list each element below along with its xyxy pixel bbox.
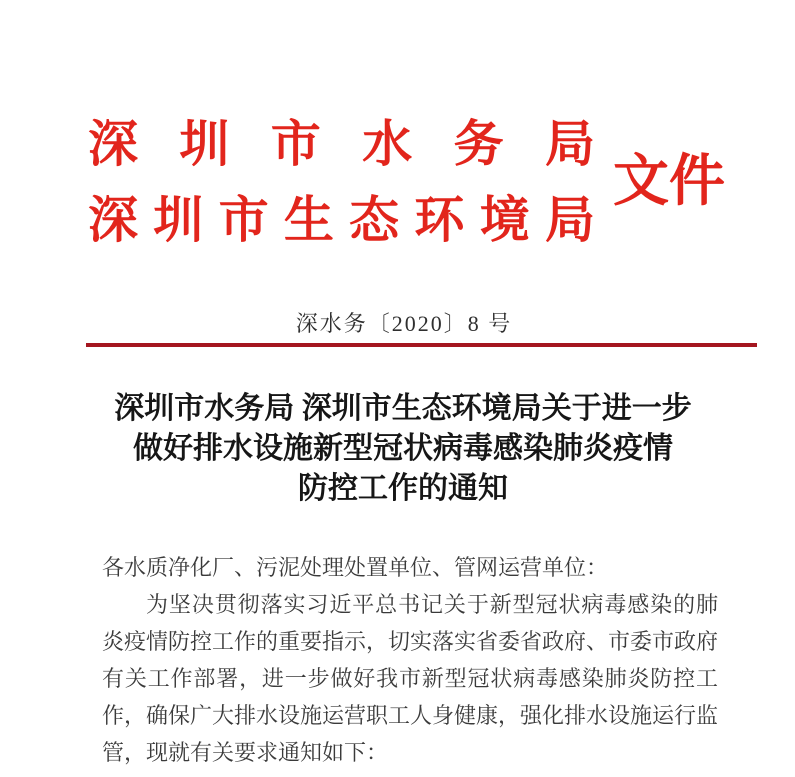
salutation-line: 各水质净化厂、污泥处理处置单位、管网运营单位： <box>102 555 609 580</box>
para-line: 炎疫情防控工作的重要指示，切实落实省委省政府、市委市政府 <box>102 629 719 654</box>
red-divider-line <box>86 343 757 347</box>
title-line: 深圳市水务局 深圳市生态环境局关于进一步 <box>114 392 692 425</box>
document-body <box>102 549 718 771</box>
issuing-agencies <box>88 106 595 258</box>
red-letterhead <box>88 106 795 258</box>
para-line: 有关工作部署，进一步做好我市新型冠状病毒感染肺炎防控工 <box>102 666 718 691</box>
body-paragraph <box>102 586 718 771</box>
document-title <box>88 389 718 509</box>
gov-line: 深圳市水务局 <box>88 116 595 172</box>
para-line: 作，确保广大排水设施运营职工人身健康，强化排水设施运行监 <box>102 703 719 728</box>
para-line: 为坚决贯彻落实习近平总书记关于新型冠状病毒感染的肺 <box>146 592 718 617</box>
title-line: 做好排水设施新型冠状病毒感染肺炎疫情 <box>133 432 673 465</box>
title-line: 防控工作的通知 <box>298 472 508 505</box>
para-line: 管，现就有关要求通知如下： <box>102 740 389 765</box>
document-number: 深水务〔2020〕8 号 <box>295 311 513 336</box>
gov-line: 深圳市生态环境局 <box>88 192 595 248</box>
document-label: 文件 <box>613 151 725 213</box>
